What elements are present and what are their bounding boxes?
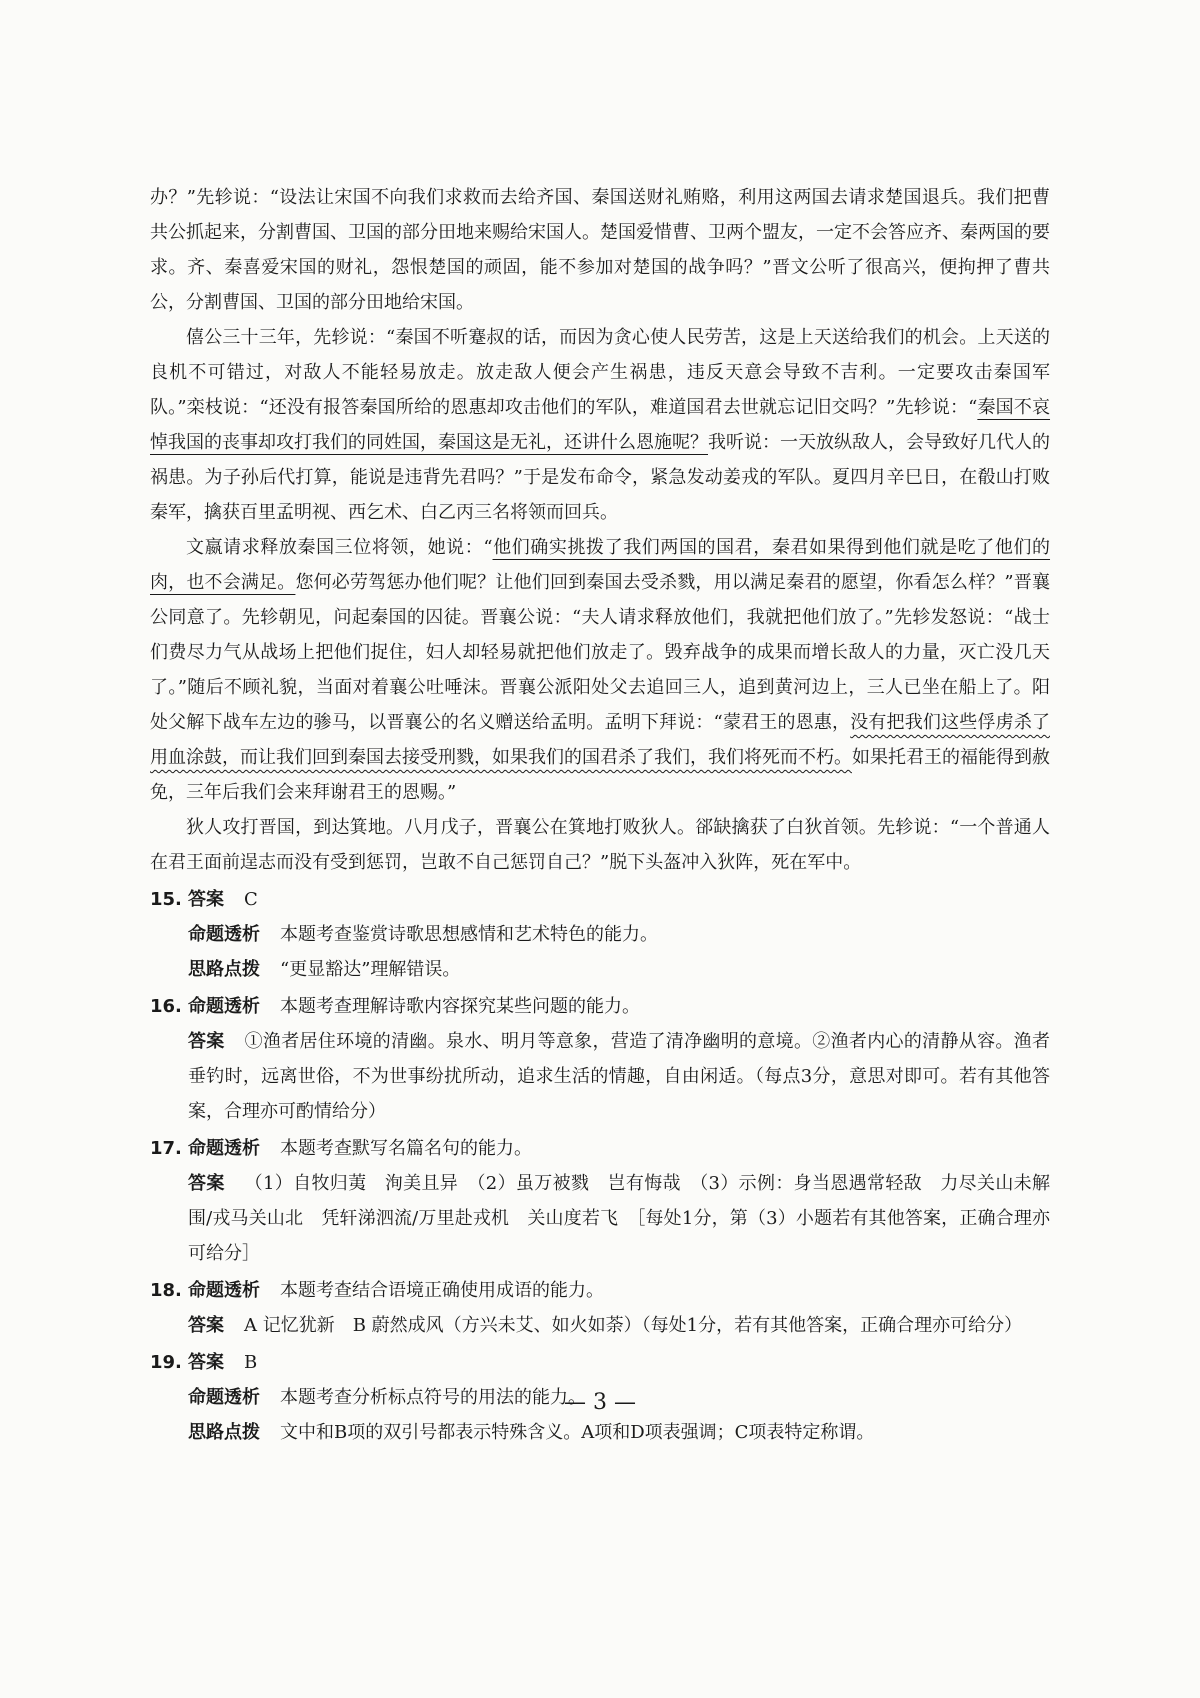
answer-text: A 记忆犹新 B 蔚然成风（方兴未艾、如火如荼）（每处1分，若有其他答案，正确合理亦可给分） xyxy=(244,1315,1023,1336)
analysis-label: 命题透析 xyxy=(188,1280,260,1301)
paragraph-text: 僖公三十三年，先轸说：“秦国不听蹇叔的话，而因为贪心使人民劳苦，这是上天送给我们的机会。上天送的良机不可错过，对敌人不能轻易放走。放走敌人便会产生祸患，违反天意会导致不吉利。一定要攻击秦国军队。”栾枝说：“还没有报答秦国所给的恩惠却攻击他们的军队，难道国君去世就忘记旧交吗？”先轸说：“ xyxy=(150,327,1050,418)
question-15-analysis xyxy=(150,917,1050,952)
answer-label: 答案 xyxy=(188,1173,225,1194)
analysis-text: 本题考查分析标点符号的用法的能力。 xyxy=(280,1387,586,1408)
hint-text: “更显豁达”理解错误。 xyxy=(280,959,461,980)
question-16-analysis xyxy=(150,989,1050,1024)
analysis-text: 本题考查结合语境正确使用成语的能力。 xyxy=(280,1280,604,1301)
question-number: 16. xyxy=(150,996,182,1017)
analysis-label: 命题透析 xyxy=(188,996,260,1017)
question-number: 17. xyxy=(150,1138,182,1159)
hint-text: 文中和B项的双引号都表示特殊含义。A项和D项表强调；C项表特定称谓。 xyxy=(280,1422,875,1443)
answer-text: C xyxy=(244,889,258,910)
question-17-answer xyxy=(150,1166,1050,1271)
translation-paragraph-2 xyxy=(150,320,1050,530)
answer-label: 答案 xyxy=(188,1031,225,1052)
answer-label: 答案 xyxy=(188,889,224,910)
question-number: 19. xyxy=(150,1352,182,1373)
paragraph-text: 我听说：一天放纵敌人，会导致好几代人的祸患。为子孙后代打算，能说是违背先君吗？”于是发布命令，紧急发动姜戎的军队。夏四月辛巳日，在殽山打败秦军，擒获百里孟明视、西乞术、白乙丙三名将领而回兵。 xyxy=(150,432,1050,523)
question-18-answer xyxy=(150,1308,1050,1343)
paragraph-text: 文嬴请求释放秦国三位将领，她说：“ xyxy=(186,537,493,558)
question-18-analysis xyxy=(150,1273,1050,1308)
underlined-sentence: 他们确实挑拨了我们两国的国君，秦君如果得到他们就是吃了他们的肉，也不会满足。 xyxy=(150,537,1051,593)
answer-text: B xyxy=(244,1352,258,1373)
analysis-text: 本题考查理解诗歌内容探究某些问题的能力。 xyxy=(280,996,640,1017)
analysis-text: 本题考查鉴赏诗歌思想感情和艺术特色的能力。 xyxy=(280,924,658,945)
answer-text: ①渔者居住环境的清幽。泉水、明月等意象，营造了清净幽明的意境。②渔者内心的清静从容。渔者垂钓时，远离世俗，不为世事纷扰所动，追求生活的情趣，自由闲适。（每点3分，意思对即可。若有其他答案，合理亦可酌情给分） xyxy=(188,1031,1050,1122)
analysis-label: 命题透析 xyxy=(188,1387,260,1408)
question-number: 18. xyxy=(150,1280,182,1301)
question-15-hint xyxy=(150,952,1050,987)
page-number: — 3 — xyxy=(564,1390,636,1415)
underlined-sentence: 秦国不哀悼我国的丧事却攻打我们的同姓国，秦国这是无礼，还讲什么恩施呢？ xyxy=(150,397,1051,453)
wavy-underlined-sentence: 没有把我们这些俘虏杀了用血涂鼓，而让我们回到秦国去接受刑戮，如果我们的国君杀了我们，我们将死而不朽。 xyxy=(150,712,1050,768)
question-16-answer xyxy=(150,1024,1050,1129)
question-15-answer xyxy=(150,882,1050,917)
question-19-answer xyxy=(150,1345,1050,1380)
analysis-label: 命题透析 xyxy=(188,924,260,945)
answer-label: 答案 xyxy=(188,1352,224,1373)
answer-text: （1）自牧归荑 洵美且异 （2）虽万被戮 岂有悔哉 （3）示例：身当恩遇常轻敌 力尽关山未解围/戎马关山北 凭轩涕泗流/万里赴戎机 关山度若飞 ［每处1分，第（3）小题若有其他答案，正确合理亦可给分］ xyxy=(188,1173,1050,1264)
paragraph-text: 如果托君王的福能得到赦免，三年后我们会来拜谢君王的恩赐。” xyxy=(150,747,1050,803)
translation-paragraph-3 xyxy=(150,530,1050,810)
answer-label: 答案 xyxy=(188,1315,224,1336)
page-body xyxy=(150,180,1050,1450)
question-17-analysis xyxy=(150,1131,1050,1166)
paragraph-text: 您何必劳驾惩办他们呢？让他们回到秦国去受杀戮，用以满足秦君的愿望，你看怎么样？”晋襄公同意了。先轸朝见，问起秦国的囚徒。晋襄公说：“夫人请求释放他们，我就把他们放了。”先轸发怒说：“战士们费尽力气从战场上把他们捉住，妇人却轻易就把他们放走了。毁弃战争的成果而增长敌人的力量，灭亡没几天了。”随后不顾礼貌，当面对着襄公吐唾沫。晋襄公派阳处父去追回三人，追到黄河边上，三人已坐在船上了。阳处父解下战车左边的骖马，以晋襄公的名义赠送给孟明。孟明下拜说：“蒙君王的恩惠， xyxy=(150,572,1050,733)
hint-label: 思路点拨 xyxy=(188,959,260,980)
translation-paragraph-1: 办？”先轸说：“设法让宋国不向我们求救而去给齐国、秦国送财礼贿赂，利用这两国去请求楚国退兵。我们把曹共公抓起来，分割曹国、卫国的部分田地来赐给宋国人。楚国爱惜曹、卫两个盟友，一定不会答应齐、秦两国的要求。齐、秦喜爱宋国的财礼，怨恨楚国的顽固，能不参加对楚国的战争吗？”晋文公听了很高兴，便拘押了曹共公，分割曹国、卫国的部分田地给宋国。 xyxy=(150,187,1050,313)
translation-paragraph-4: 狄人攻打晋国，到达箕地。八月戊子，晋襄公在箕地打败狄人。郤缺擒获了白狄首领。先轸说：“一个普通人在君王面前逞志而没有受到惩罚，岂敢不自己惩罚自己？”脱下头盔冲入狄阵，死在军中。 xyxy=(150,817,1050,873)
question-number: 15. xyxy=(150,889,182,910)
analysis-label: 命题透析 xyxy=(188,1138,260,1159)
analysis-text: 本题考查默写名篇名句的能力。 xyxy=(280,1138,532,1159)
question-19-hint xyxy=(150,1415,1050,1450)
hint-label: 思路点拨 xyxy=(188,1422,260,1443)
